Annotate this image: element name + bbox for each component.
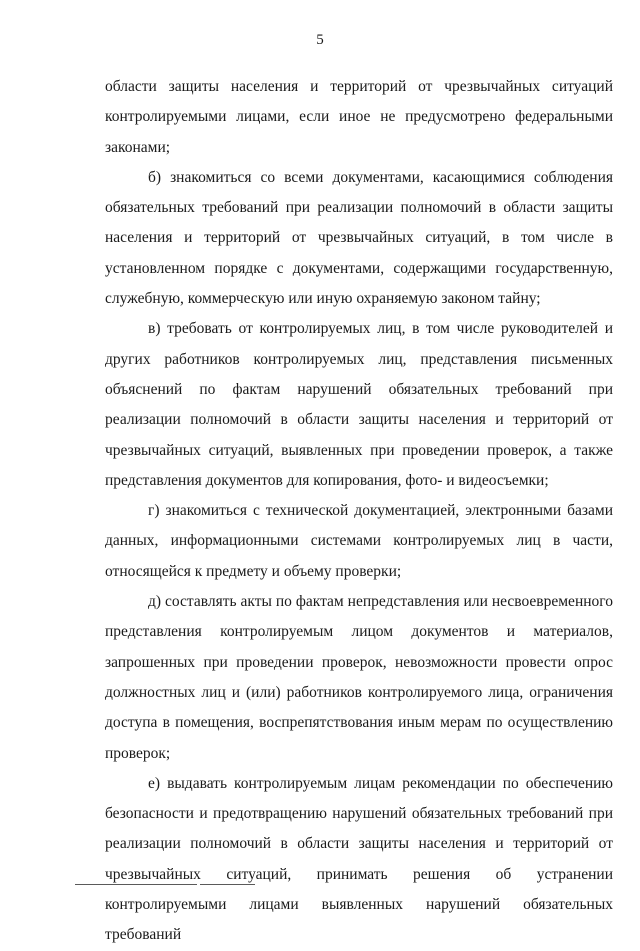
document-body (105, 72, 613, 951)
paragraph-b: б) знакомиться со всеми документами, касающимися соблюдения обязательных требований при реализации полномочий в области защиты населения и территорий от чрезвычайных ситуаций, в том числе в установленном порядке с документами, содержащими государственную, служебную, коммерческую или иную охраняемую законом тайну; (105, 168, 613, 308)
footer-rule-right (200, 884, 255, 885)
footer-rule-left (75, 884, 197, 885)
paragraph-d: д) составлять акты по фактам непредставления или несвоевременного представления контролируемым лицом документов и материалов, запрошенных при проведении проверок, невозможности провести опрос должностных лиц и (или) работников контролируемого лица, ограничения доступа в помещения, воспрепятствования иным мерам по осуществлению проверок; (105, 593, 613, 762)
paragraph-v: в) требовать от контролируемых лиц, в том числе руководителей и других работников контролируемых лиц, представления письменных объяснений по фактам нарушений обязательных требований при реализации полномочий в области защиты населения и территорий от чрезвычайных ситуаций, выявленных при проведении проверок, а также представления документов для копирования, фото- и видеосъемки; (105, 320, 613, 489)
page-number: 5 (316, 32, 324, 48)
paragraph-g: г) знакомиться с технической документацией, электронными базами данных, информационными системами контролируемых лиц в части, относящейся к предмету и объему проверки; (105, 502, 613, 580)
paragraph-e: е) выдавать контролируемым лицам рекомендации по обеспечению безопасности и предотвращению нарушений обязательных требований при реализации полномочий в области защиты населения и территорий от чрезвычайных ситуаций, принимать решения об устранении контролируемыми лицами выявленных нарушений обязательных требований (105, 774, 613, 944)
paragraph-continuation: области защиты населения и территорий от чрезвычайных ситуаций контролируемыми лицами, если иное не предусмотрено федеральными законами; (105, 78, 613, 156)
